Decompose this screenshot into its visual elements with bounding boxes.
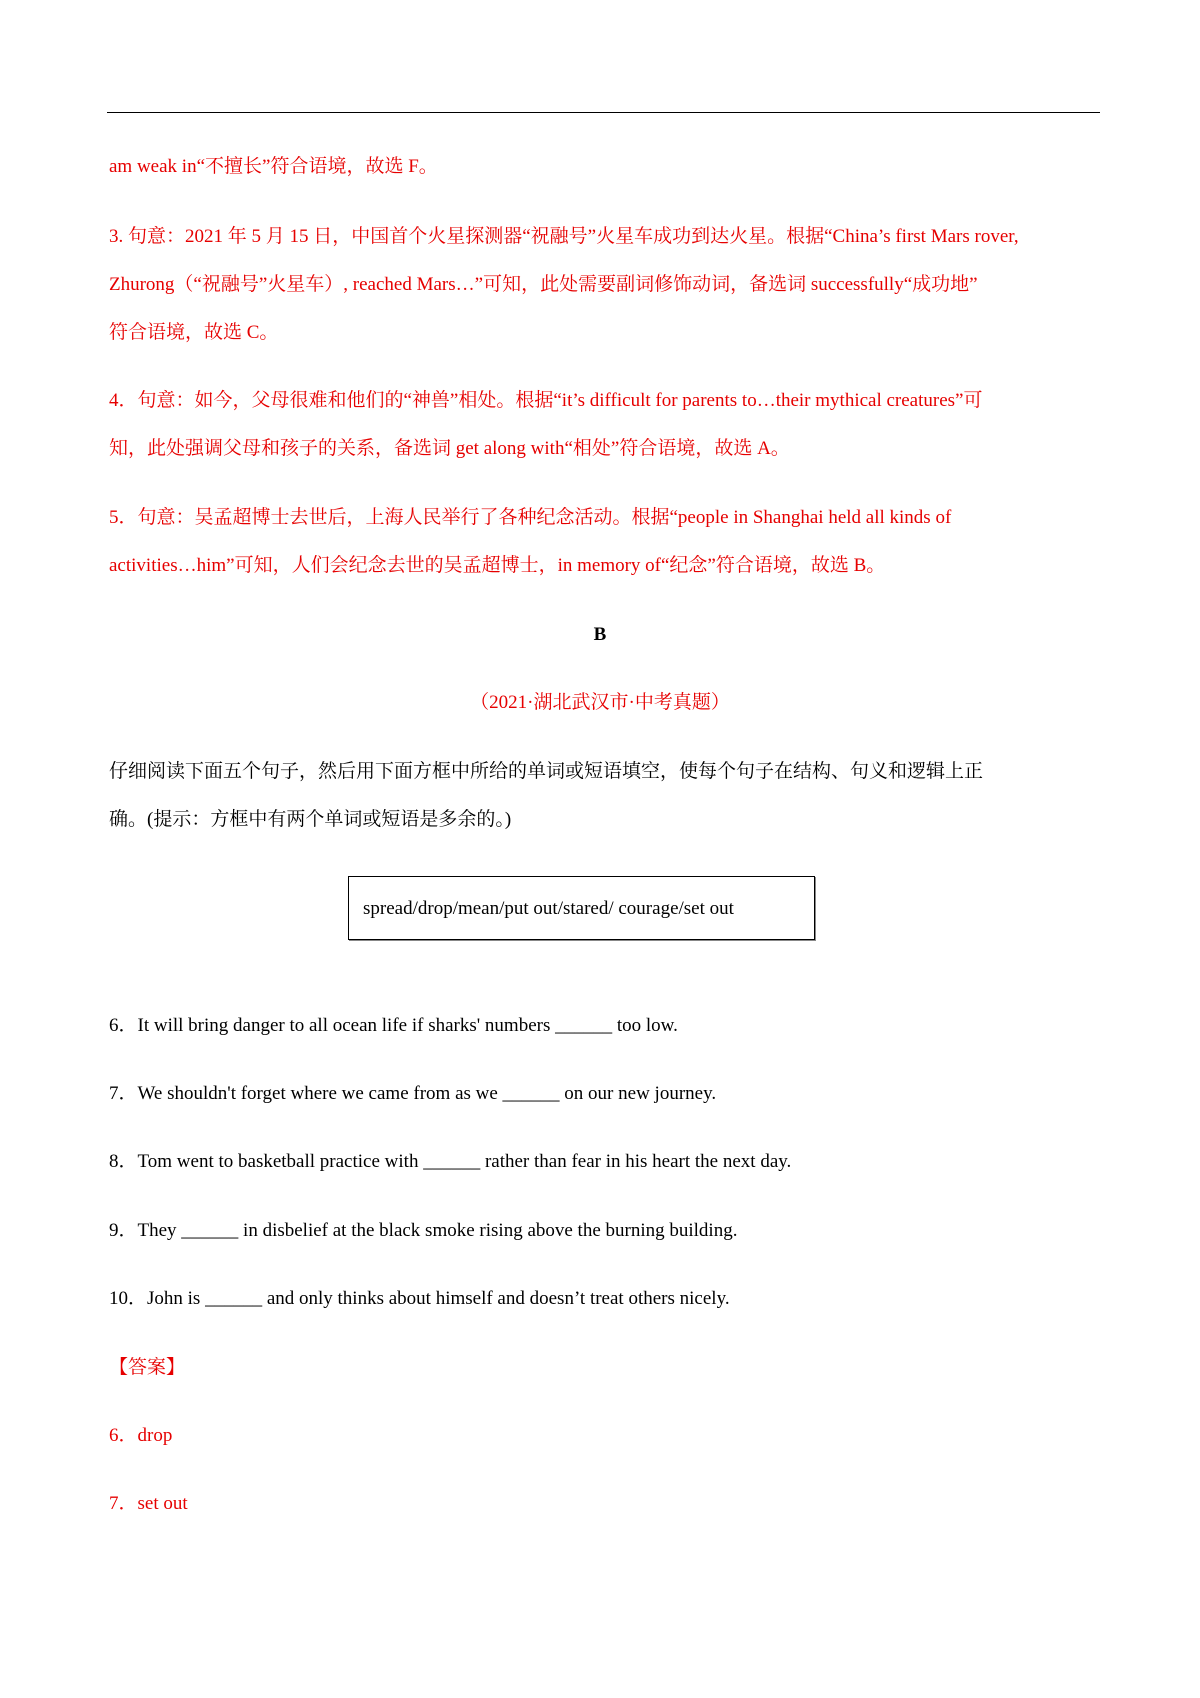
explanation-3-line1: 3. 句意：2021 年 5 月 15 日，中国首个火星探测器“祝融号”火星车成功到达火星。根据“China’s first Mars rover,	[109, 226, 1019, 247]
instruction-line2: 确。(提示：方框中有两个单词或短语是多余的。)	[109, 809, 512, 830]
header-rule	[107, 112, 1100, 113]
word-box-text: spread/drop/mean/put out/stared/ courage/set out	[363, 898, 734, 919]
explanation-3-line3: 符合语境，故选 C。	[109, 322, 279, 343]
instruction-line1: 仔细阅读下面五个句子，然后用下面方框中所给的单词或短语填空，使每个句子在结构、句义和逻辑上正	[109, 761, 984, 782]
explanation-4-line2: 知，此处强调父母和孩子的关系，备选词 get along with“相处”符合语境，故选 A。	[109, 438, 790, 459]
word-box	[348, 876, 815, 940]
question-10: 10．John is ______ and only thinks about himself and doesn’t treat others nicely.	[109, 1288, 730, 1309]
answer-6: 6．drop	[109, 1425, 173, 1446]
explanation-line-f: am weak in“不擅长”符合语境，故选 F。	[109, 156, 438, 177]
explanation-5-line2: activities…him”可知，人们会纪念去世的吴孟超博士，in memory of“纪念”符合语境，故选 B。	[109, 555, 886, 576]
section-letter: B	[593, 624, 607, 645]
answer-7: 7．set out	[109, 1493, 188, 1514]
question-9: 9．They ______ in disbelief at the black smoke rising above the burning building.	[109, 1220, 738, 1241]
section-source: （2021·湖北武汉市·中考真题）	[470, 692, 730, 713]
question-6: 6．It will bring danger to all ocean life if sharks' numbers ______ too low.	[109, 1015, 678, 1036]
explanation-5-line1: 5．句意：吴孟超博士去世后，上海人民举行了各种纪念活动。根据“people in Shanghai held all kinds of	[109, 507, 952, 528]
answer-heading: 【答案】	[109, 1357, 186, 1378]
question-7: 7．We shouldn't forget where we came from as we ______ on our new journey.	[109, 1083, 717, 1104]
explanation-4-line1: 4．句意：如今，父母很难和他们的“神兽”相处。根据“it’s difficult for parents to…their mythical creatures”可	[109, 390, 983, 411]
question-8: 8．Tom went to basketball practice with ______ rather than fear in his heart the next day.	[109, 1151, 792, 1172]
explanation-3-line2: Zhurong（“祝融号”火星车）, reached Mars…”可知，此处需要副词修饰动词，备选词 successfully“成功地”	[109, 274, 978, 295]
